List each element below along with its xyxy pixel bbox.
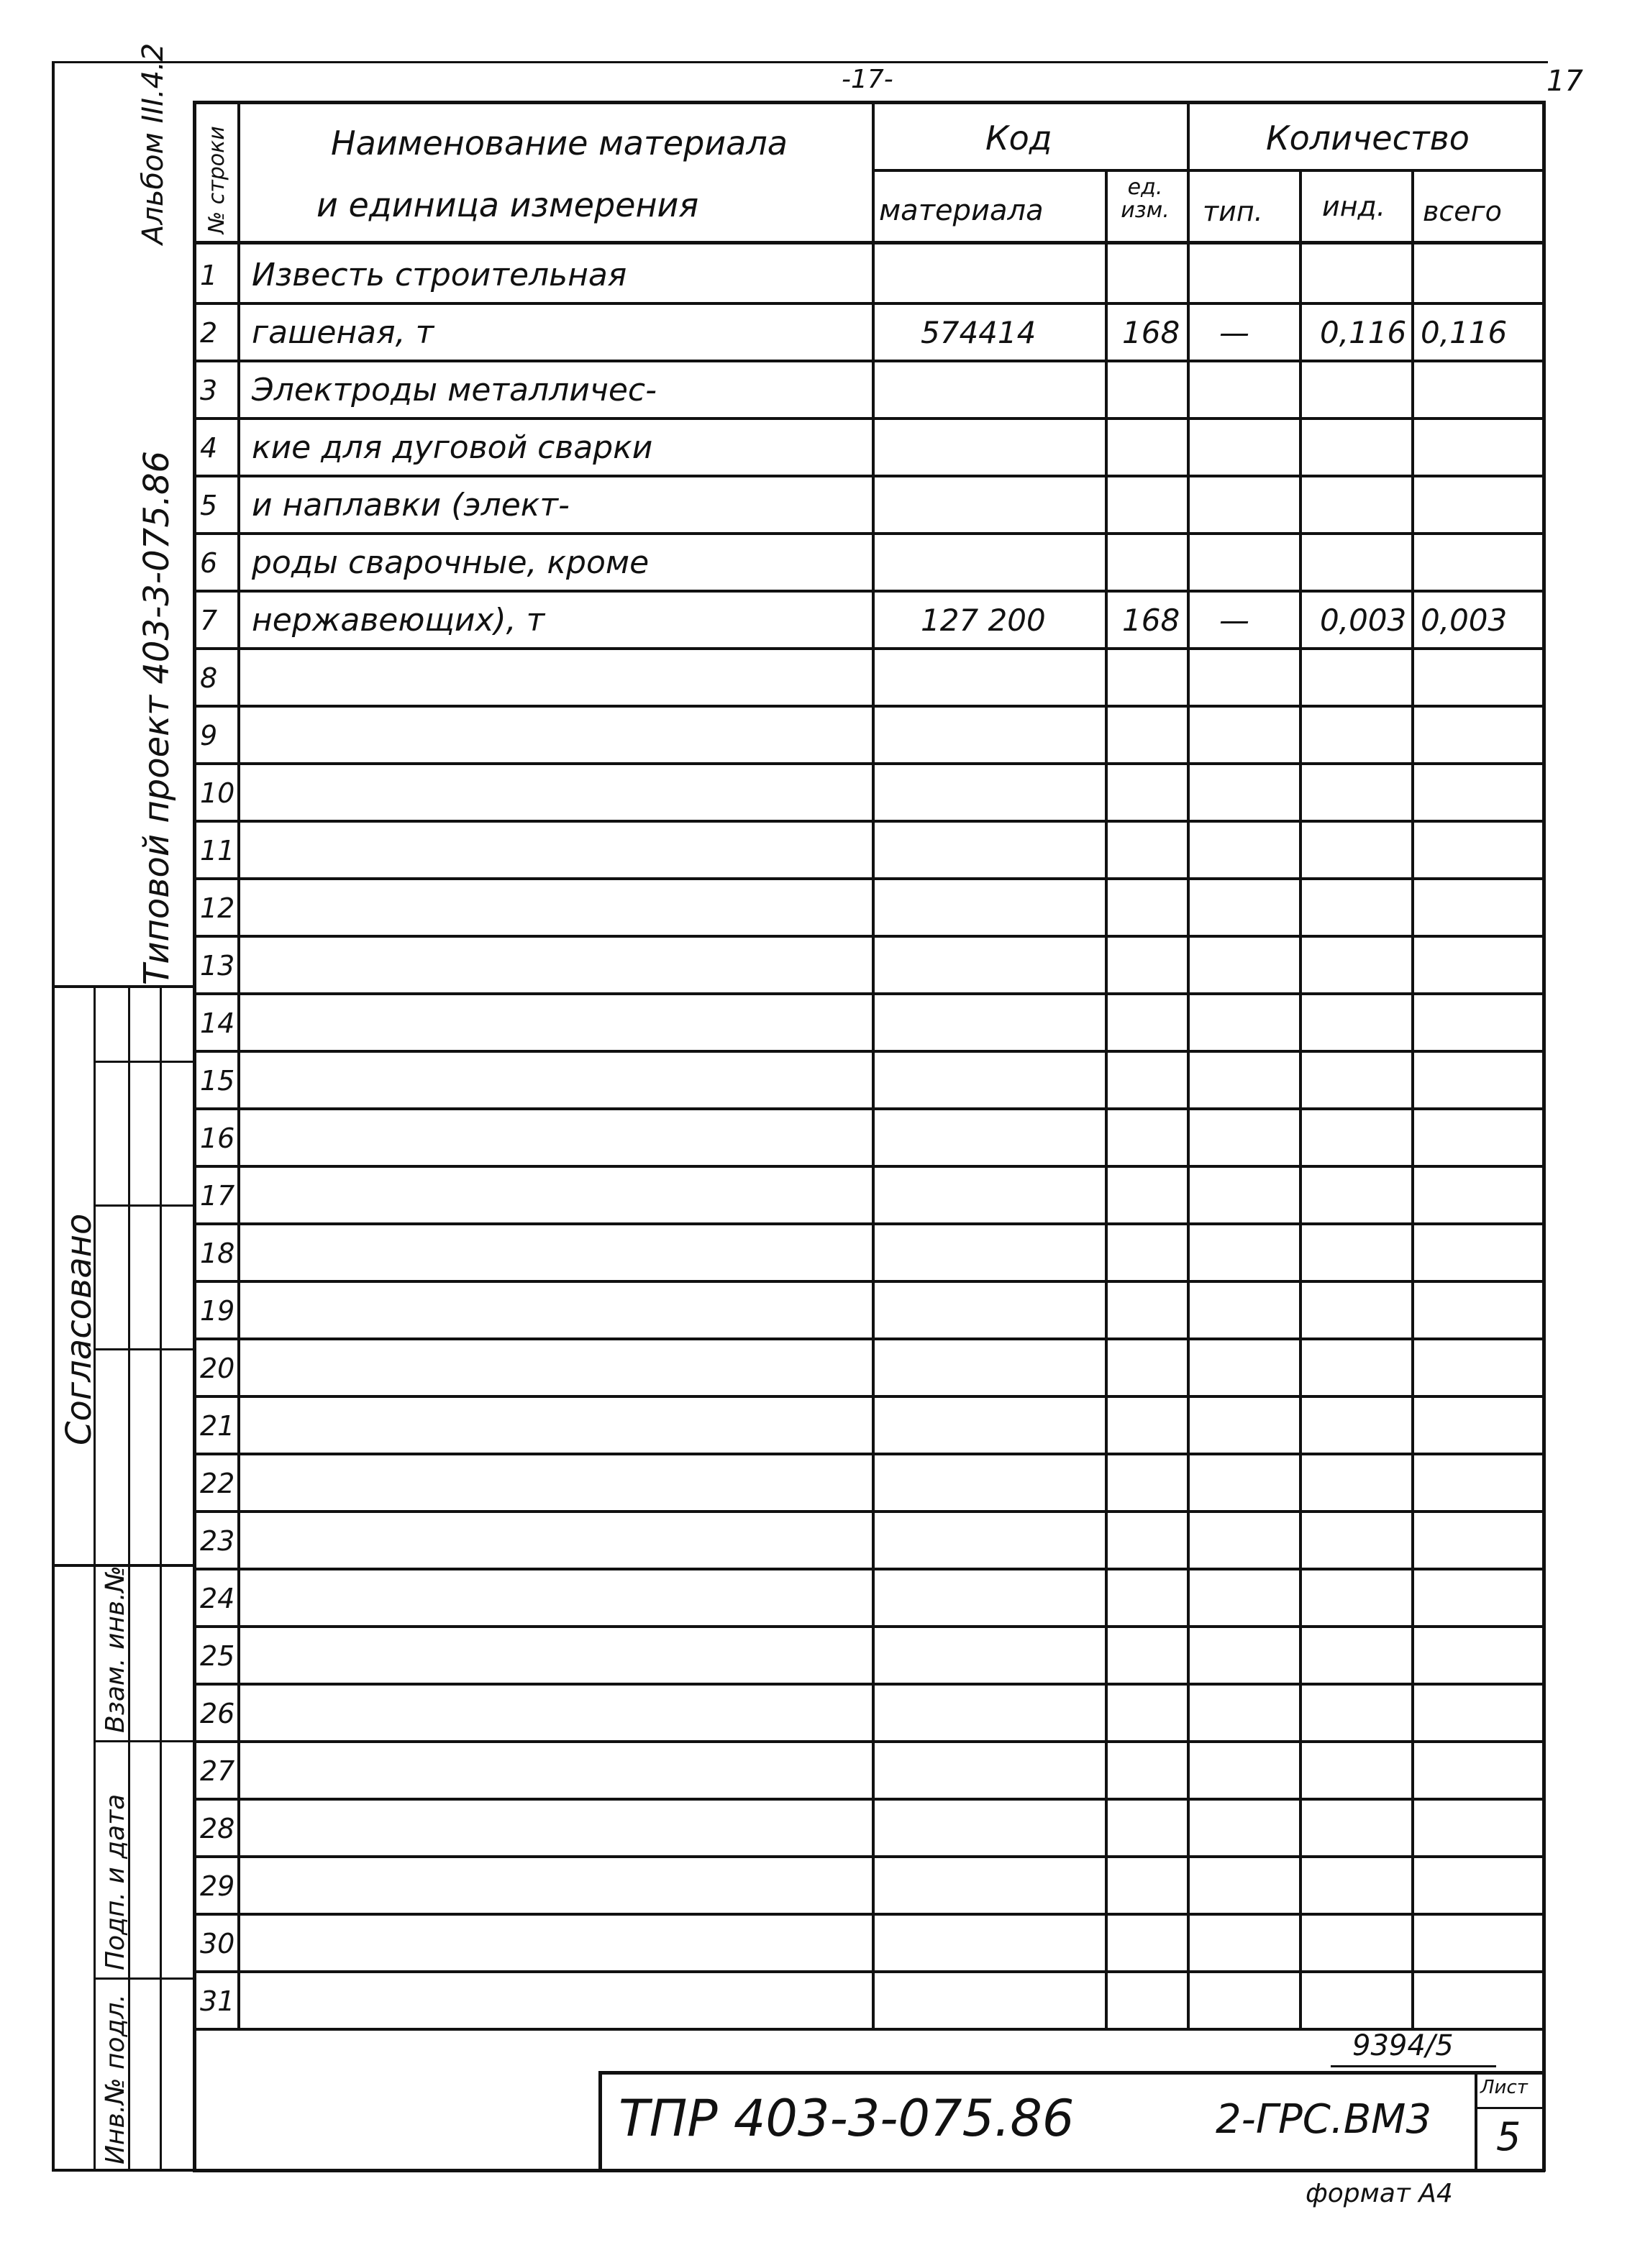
header-qty-typ: тип. <box>1203 196 1263 227</box>
material-name: Электроды металличес- <box>252 372 657 408</box>
inv-original-label: Инв.№ подл. <box>101 1994 130 2164</box>
table-row-line <box>193 647 1545 650</box>
table-row-line <box>193 1453 1545 1455</box>
table-row-line <box>193 705 1545 708</box>
unit-code: 168 <box>1122 603 1180 638</box>
row-number: 30 <box>200 1928 235 1960</box>
table-row-line <box>193 1568 1545 1570</box>
agreed-label: Согласовано <box>59 1213 99 1445</box>
header-code-unit: ед. изм. <box>1121 175 1170 223</box>
row-number: 15 <box>200 1065 235 1097</box>
qty-typical: — <box>1219 315 1249 350</box>
table-row-line <box>193 1280 1545 1283</box>
row-number: 28 <box>200 1813 235 1844</box>
col-line-code <box>1105 169 1108 2028</box>
agreed-box-h3 <box>94 1348 194 1350</box>
table-row-line <box>193 762 1545 765</box>
title-block-sheet-h <box>1475 2107 1545 2109</box>
title-block-top <box>598 2071 1545 2075</box>
material-name: роды сварочные, кроме <box>252 544 650 581</box>
table-row-line <box>193 935 1545 938</box>
material-name: нержавеющих), т <box>252 602 545 639</box>
header-name-line1: Наименование материала <box>331 124 788 163</box>
header-rownum: № строки <box>204 126 229 234</box>
material-name: кие для дуговой сварки <box>252 429 653 466</box>
row-number: 22 <box>200 1468 235 1499</box>
table-row-line <box>193 1798 1545 1801</box>
row-number: 4 <box>200 432 218 464</box>
inv-h2 <box>94 1977 194 1980</box>
col-line-typ <box>1299 169 1302 2028</box>
row-number: 11 <box>200 835 235 866</box>
row-number: 23 <box>200 1525 235 1557</box>
qty-total: 0,003 <box>1421 603 1508 638</box>
row-number: 31 <box>200 1985 235 2017</box>
col-line-unit <box>1187 101 1190 2028</box>
album-label: Альбом III.4.2 <box>137 42 170 244</box>
doc-code: ТПР 403-3-075.86 <box>619 2089 1075 2148</box>
material-name: и наплавки (элект- <box>252 487 570 523</box>
table-row-line <box>193 1338 1545 1340</box>
table-row-line <box>193 1625 1545 1628</box>
frame-top <box>193 101 1545 104</box>
frame-bottom <box>193 2169 1545 2172</box>
archive-number: 9394/5 <box>1352 2029 1454 2062</box>
header-code-material: материала <box>879 194 1044 227</box>
header-name-line2: и единица измерения <box>316 186 699 224</box>
format-note: формат А4 <box>1306 2179 1453 2208</box>
sheet-number: 5 <box>1496 2114 1521 2159</box>
row-number: 19 <box>200 1295 235 1327</box>
row-number: 14 <box>200 1007 235 1039</box>
row-number: 25 <box>200 1640 235 1672</box>
header-sub-line <box>872 169 1545 172</box>
row-number: 29 <box>200 1870 235 1902</box>
qty-typical: — <box>1219 603 1249 638</box>
row-number: 10 <box>200 777 235 809</box>
sheet-left-edge <box>52 61 55 2172</box>
inv-h1 <box>94 1740 194 1742</box>
row-number: 6 <box>200 547 218 579</box>
sheet-top-edge <box>52 61 1548 63</box>
row-number: 12 <box>200 892 235 924</box>
row-number: 20 <box>200 1353 235 1384</box>
sheet-bottom-edge <box>52 2169 196 2172</box>
frame-left <box>193 101 196 2172</box>
frame-right <box>1542 101 1546 2172</box>
material-code: 574414 <box>921 315 1037 350</box>
table-row-line <box>193 1222 1545 1225</box>
table-row-line <box>193 590 1545 593</box>
table-row-line <box>193 1050 1545 1053</box>
title-block-sheet-sep <box>1475 2071 1477 2172</box>
sheet-label: Лист <box>1480 2077 1528 2098</box>
qty-total: 0,116 <box>1421 315 1508 350</box>
row-number: 5 <box>200 490 218 521</box>
col-line-ind <box>1411 169 1414 2028</box>
table-row-line <box>193 475 1545 477</box>
row-number: 17 <box>200 1180 235 1212</box>
inv-replacement-label: Взам. инв.№ <box>101 1565 130 1733</box>
row-number: 27 <box>200 1755 235 1787</box>
project-label: Типовой проект 403-3-075.86 <box>137 450 177 985</box>
header-code-group: Код <box>985 119 1052 157</box>
col-line-name <box>872 101 875 2028</box>
table-row-line <box>193 1107 1545 1110</box>
row-number: 8 <box>200 662 218 694</box>
table-row-line <box>193 2028 1545 2031</box>
row-number: 7 <box>200 605 218 636</box>
row-number: 18 <box>200 1238 235 1269</box>
table-row-line <box>193 992 1545 995</box>
material-code: 127 200 <box>921 603 1046 638</box>
table-row-line <box>193 1855 1545 1858</box>
row-number: 13 <box>200 950 235 982</box>
title-block-left <box>598 2071 602 2172</box>
qty-individual: 0,116 <box>1320 315 1407 350</box>
agreed-box-top <box>52 985 196 988</box>
table-row-line <box>193 1913 1545 1916</box>
row-number: 16 <box>200 1122 235 1154</box>
table-row-line <box>193 360 1545 362</box>
material-name: гашеная, т <box>252 314 434 351</box>
row-number: 21 <box>200 1410 235 1442</box>
table-row-line <box>193 877 1545 880</box>
table-row-line <box>193 532 1545 535</box>
row-number: 26 <box>200 1698 235 1729</box>
header-qty-group: Количество <box>1266 119 1470 157</box>
header-qty-ind: инд. <box>1322 191 1385 222</box>
row-number: 2 <box>200 317 218 349</box>
unit-code: 168 <box>1122 315 1180 350</box>
header-qty-total: всего <box>1423 196 1502 227</box>
agreed-box-h1 <box>94 1061 194 1063</box>
table-row-line <box>193 1740 1545 1743</box>
table-row-line <box>193 1510 1545 1513</box>
material-name: Известь строительная <box>252 257 627 293</box>
row-number: 1 <box>200 260 218 291</box>
table-row-line <box>193 820 1545 823</box>
row-number: 24 <box>200 1583 235 1614</box>
sign-date-label: Подп. и дата <box>101 1793 130 1970</box>
sheet-corner-number: 17 <box>1546 65 1583 98</box>
table-row-line <box>193 1165 1545 1168</box>
table-row-line <box>193 302 1545 305</box>
agreed-box-h2 <box>94 1204 194 1207</box>
table-row-line <box>193 1683 1545 1686</box>
header-bottom-line <box>193 241 1545 244</box>
archive-underline <box>1331 2065 1496 2067</box>
table-row-line <box>193 1970 1545 1973</box>
row-number: 3 <box>200 375 218 406</box>
page-number: -17- <box>842 65 893 94</box>
qty-individual: 0,003 <box>1320 603 1407 638</box>
table-row-line <box>193 417 1545 420</box>
sheet-mark: 2-ГРС.ВМ3 <box>1216 2096 1432 2143</box>
agreed-box-inner-v3 <box>160 985 162 2172</box>
agreed-box-inner-v1 <box>94 985 96 2172</box>
table-row-line <box>193 1395 1545 1398</box>
row-number: 9 <box>200 720 218 751</box>
